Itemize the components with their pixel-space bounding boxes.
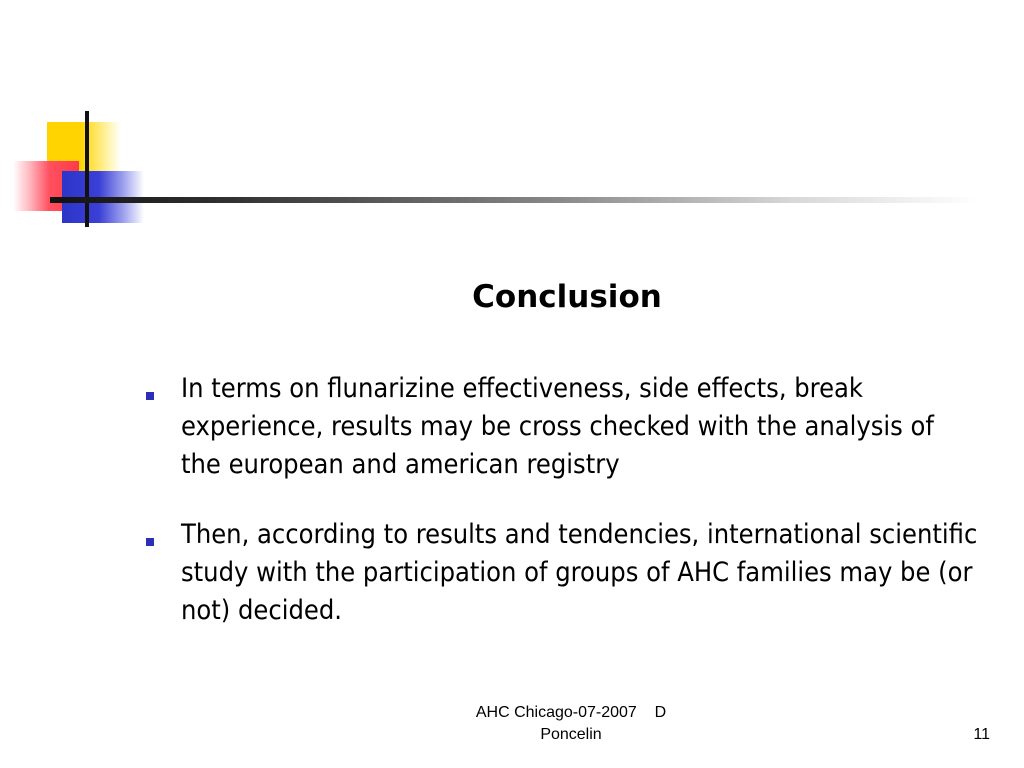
bullet-text: Then, according to results and tendencies, international scientific study with the participation of groups of AHC families may be (or not) decided. [181,519,978,626]
page-number: 11 [973,726,990,743]
square-bullet-icon [146,392,154,400]
bullet-item [143,516,993,630]
horizontal-rule [50,197,980,203]
bullet-text: In terms on flunarizine effectiveness, side effects, break experience, results may be cross checked with the analysis of the european and american registry [181,373,934,480]
footer-line-1: AHC Chicago-07-2007 D [475,704,667,721]
footer-line-2: Poncelin [540,726,602,743]
footer [440,702,702,746]
vertical-rule [85,111,89,227]
slide-title: Conclusion [472,279,662,315]
bullet-list [143,370,993,662]
bullet-item [143,370,993,484]
square-bullet-icon [146,538,154,546]
